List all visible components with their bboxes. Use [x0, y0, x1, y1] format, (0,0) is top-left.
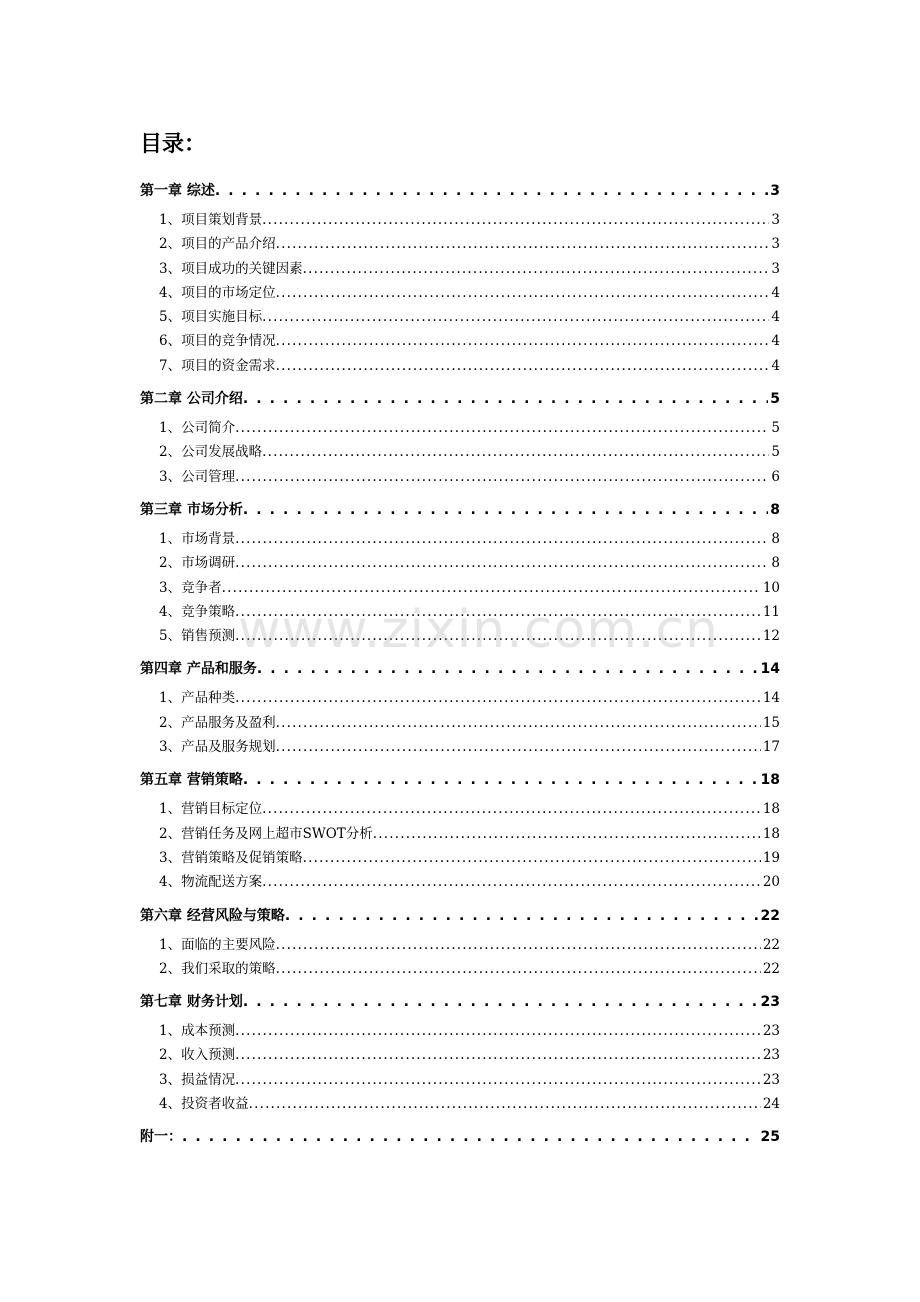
dot-leader: [303, 846, 761, 870]
toc-section-entry[interactable]: [140, 281, 780, 305]
toc-section-entry[interactable]: [140, 576, 780, 600]
section-title: 3、产品及服务规划: [159, 739, 276, 756]
page-number: 25: [760, 1129, 780, 1146]
toc-section-entry[interactable]: [140, 257, 780, 281]
dot-leader: [243, 497, 768, 523]
chapter-title: 第二章 公司介绍: [140, 391, 243, 408]
toc-section-entry[interactable]: [140, 208, 780, 232]
chapter-block: [140, 1124, 780, 1150]
chapter-title: 第四章 产品和服务: [140, 661, 257, 678]
section-title: 1、公司简介: [159, 420, 236, 437]
page-number: 15: [762, 714, 780, 731]
section-title: 2、产品服务及盈利: [159, 714, 276, 731]
chapter-title: 第一章 综述: [140, 183, 215, 199]
chapter-block: [140, 656, 780, 759]
toc-section-entry[interactable]: [140, 551, 780, 575]
section-title: 3、项目成功的关键因素: [159, 260, 303, 277]
page-number: 11: [762, 603, 780, 620]
toc-section-entry[interactable]: [140, 232, 780, 256]
toc-section-entry[interactable]: [140, 624, 780, 648]
section-title: 2、我们采取的策略: [159, 960, 276, 977]
section-title: 1、营销目标定位: [159, 801, 263, 818]
toc-section-entry[interactable]: [140, 1092, 780, 1116]
toc-chapter-entry[interactable]: [140, 497, 780, 523]
toc-section-entry[interactable]: [140, 870, 780, 894]
page-number: 10: [762, 579, 780, 596]
dot-leader: [262, 797, 761, 821]
toc-section-entry[interactable]: [140, 735, 780, 759]
page-number: 5: [771, 444, 780, 461]
page-number: 18: [762, 825, 780, 842]
section-list: [140, 527, 780, 648]
dot-leader: [235, 527, 769, 551]
page-number: 22: [762, 960, 780, 977]
dot-leader: [276, 354, 770, 378]
toc-section-entry[interactable]: [140, 440, 780, 464]
section-title: 4、项目的市场定位: [159, 284, 276, 301]
toc-chapter-entry[interactable]: [140, 178, 780, 204]
page-number: 22: [762, 936, 780, 953]
section-list: [140, 208, 780, 378]
section-title: 1、面临的主要风险: [159, 936, 276, 953]
dot-leader: [235, 624, 761, 648]
dot-leader: [235, 1043, 761, 1067]
page-number: 3: [771, 236, 780, 253]
toc-section-entry[interactable]: [140, 797, 780, 821]
page-number: 8: [770, 501, 780, 518]
page-number: 8: [771, 530, 780, 547]
page-number: 18: [760, 772, 780, 789]
section-list: [140, 797, 780, 894]
section-list: [140, 416, 780, 489]
dot-leader: [276, 232, 770, 256]
dot-leader: [235, 1019, 761, 1043]
page-number: 18: [762, 801, 780, 818]
section-list: [140, 686, 780, 759]
section-title: 1、产品种类: [159, 690, 236, 707]
page-number: 3: [771, 260, 780, 277]
chapter-title: 第五章 营销策略: [140, 772, 243, 789]
section-title: 7、项目的资金需求: [159, 357, 276, 374]
dot-leader: [276, 329, 770, 353]
dot-leader: [262, 305, 769, 329]
toc-section-entry[interactable]: [140, 846, 780, 870]
dot-leader: [243, 767, 759, 793]
dot-leader: [373, 822, 761, 846]
section-title: 2、项目的产品介绍: [159, 236, 276, 253]
page-title: 目录：: [140, 132, 207, 157]
toc-section-entry[interactable]: [140, 957, 780, 981]
chapter-title: 第三章 市场分析: [140, 501, 243, 518]
page-number: 4: [771, 284, 780, 301]
dot-leader: [262, 440, 769, 464]
chapter-title: 第七章 财务计划: [140, 994, 243, 1011]
dot-leader: [303, 257, 770, 281]
dot-leader: [276, 711, 761, 735]
dot-leader: [276, 957, 761, 981]
dot-leader: [235, 551, 769, 575]
dot-leader: [215, 178, 768, 204]
toc-section-entry[interactable]: [140, 465, 780, 489]
toc-section-entry[interactable]: [140, 416, 780, 440]
toc-section-entry[interactable]: [140, 1043, 780, 1067]
section-title: 1、市场背景: [159, 530, 236, 547]
dot-leader: [243, 989, 759, 1015]
toc-chapter-entry[interactable]: [140, 767, 780, 793]
page-number: 5: [770, 391, 780, 408]
section-title: 2、营销任务及网上超市SWOT分析: [159, 825, 373, 842]
chapter-block: [140, 989, 780, 1116]
dot-leader: [262, 208, 769, 232]
toc-section-entry[interactable]: [140, 329, 780, 353]
dot-leader: [243, 386, 768, 412]
section-title: 6、项目的竞争情况: [159, 333, 276, 350]
dot-leader: [249, 1092, 761, 1116]
page-number: 4: [771, 357, 780, 374]
page-number: 3: [771, 212, 780, 228]
page-number: 14: [762, 690, 780, 707]
page-number: 23: [762, 1047, 780, 1064]
toc-section-entry[interactable]: [140, 305, 780, 329]
section-title: 4、投资者收益: [159, 1096, 249, 1113]
page-number: 19: [762, 849, 780, 866]
page-number: 4: [771, 309, 780, 326]
section-title: 5、项目实施目标: [159, 309, 263, 326]
toc-section-entry[interactable]: [140, 600, 780, 624]
page-number: 6: [771, 468, 780, 485]
toc-section-entry[interactable]: [140, 822, 780, 846]
page-number: 12: [762, 628, 780, 645]
page-number: 14: [760, 661, 780, 678]
chapter-title: 附一：: [140, 1129, 182, 1146]
chapter-block: [140, 767, 780, 894]
page-number: 3: [770, 183, 780, 199]
page-number: 20: [762, 874, 780, 891]
chapter-block: [140, 497, 780, 648]
toc-section-entry[interactable]: [140, 354, 780, 378]
section-list: [140, 933, 780, 982]
section-title: 4、竞争策略: [159, 603, 236, 620]
dot-leader: [222, 576, 761, 600]
chapter-block: [140, 178, 780, 378]
page-number: 5: [771, 420, 780, 437]
dot-leader: [235, 416, 769, 440]
toc-chapter-entry[interactable]: [140, 1124, 780, 1150]
section-title: 3、竞争者: [159, 579, 222, 596]
section-title: 2、收入预测: [159, 1047, 236, 1064]
section-title: 3、损益情况: [159, 1071, 236, 1088]
toc-section-entry[interactable]: [140, 711, 780, 735]
dot-leader: [285, 903, 759, 929]
page-number: 17: [762, 739, 780, 756]
page-number: 4: [771, 333, 780, 350]
section-title: 2、市场调研: [159, 555, 236, 572]
toc-chapter-entry[interactable]: [140, 386, 780, 412]
section-title: 1、项目策划背景: [159, 212, 263, 228]
section-title: 5、销售预测: [159, 628, 236, 645]
chapter-block: [140, 903, 780, 982]
section-title: 1、成本预测: [159, 1023, 236, 1040]
dot-leader: [276, 281, 770, 305]
dot-leader: [235, 600, 761, 624]
dot-leader: [276, 933, 761, 957]
toc-section-entry[interactable]: [140, 1019, 780, 1043]
dot-leader: [235, 686, 761, 710]
watermark: www.zixin.com.cn: [238, 600, 719, 660]
table-of-contents: [140, 178, 780, 1158]
dot-leader: [235, 465, 769, 489]
dot-leader: [182, 1124, 759, 1150]
dot-leader: [257, 656, 759, 682]
dot-leader: [262, 870, 761, 894]
toc-section-entry[interactable]: [140, 1068, 780, 1092]
toc-chapter-entry[interactable]: [140, 656, 780, 682]
page-number: 23: [760, 994, 780, 1011]
dot-leader: [276, 735, 761, 759]
chapter-block: [140, 386, 780, 489]
chapter-title: 第六章 经营风险与策略: [140, 907, 285, 924]
section-title: 2、公司发展战略: [159, 444, 263, 461]
page-number: 22: [760, 907, 780, 924]
page-number: 23: [762, 1023, 780, 1040]
toc-chapter-entry[interactable]: [140, 903, 780, 929]
toc-chapter-entry[interactable]: [140, 989, 780, 1015]
section-list: [140, 1019, 780, 1116]
dot-leader: [235, 1068, 761, 1092]
section-title: 4、物流配送方案: [159, 874, 263, 891]
page-number: 8: [771, 555, 780, 572]
toc-section-entry[interactable]: [140, 527, 780, 551]
toc-section-entry[interactable]: [140, 933, 780, 957]
page-number: 24: [762, 1096, 780, 1113]
toc-section-entry[interactable]: [140, 686, 780, 710]
page-number: 23: [762, 1071, 780, 1088]
section-title: 3、营销策略及促销策略: [159, 849, 303, 866]
section-title: 3、公司管理: [159, 468, 236, 485]
